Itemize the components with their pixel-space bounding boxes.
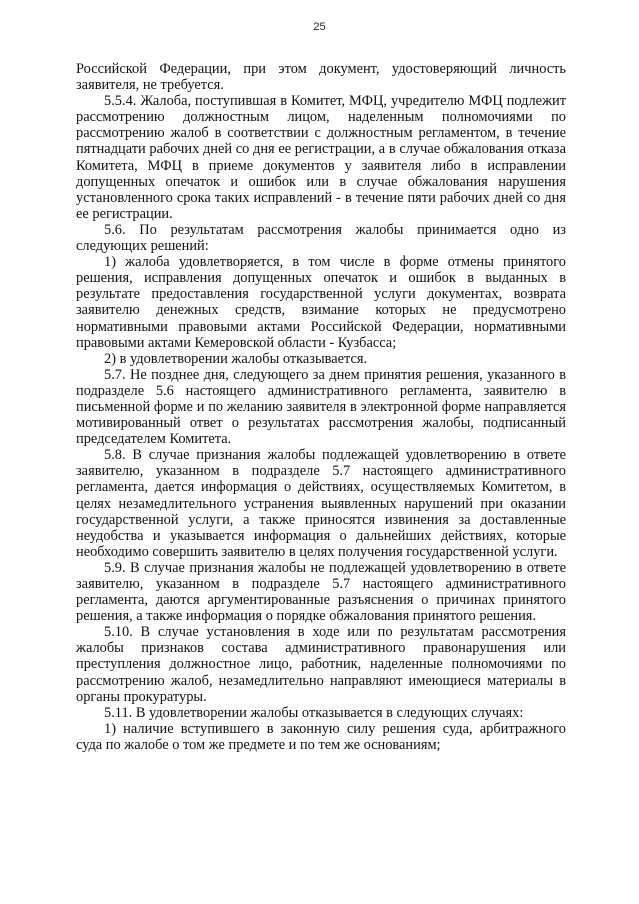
paragraph-5-7: 5.7. Не позднее дня, следующего за днем принятия решения, указанного в подразделе 5.6 настоящего административного регламента, заявителю в письменной форме и по желанию заявителя в электронной форме направляется мотивированный ответ о результатах рассмотрения жалобы, подписанный председателем Комитета.	[76, 366, 566, 448]
paragraph-5-5-4: 5.5.4. Жалоба, поступившая в Комитет, МФЦ, учредителю МФЦ подлежит рассмотрению должностным лицом, наделенным полномочиями по рассмотрению жалоб в соответствии с должностным регламентом, в течение пятнадцати рабочих дней со дня ее регистрации, а в случае обжалования отказа Комитета, МФЦ в приеме документов у заявителя либо в исправлении допущенных опечаток и ошибок или в случае обжалования нарушения установленного срока таких исправлений - в течение пяти рабочих дней со дня ее регистрации.	[76, 93, 566, 222]
paragraph-5-8: 5.8. В случае признания жалобы подлежащей удовлетворению в ответе заявителю, указанном в подразделе 5.7 настоящего административного регламента, дается информация о действиях, осуществляемых Комитетом, в целях незамедлительного устранения выявленных нарушений при оказании государственной услуги, а также приносятся извинения за доставленные неудобства и указывается информация о дальнейших действиях, которые необходимо совершить заявителю в целях получения государственной услуги.	[76, 447, 566, 560]
paragraph-5-11: 5.11. В удовлетворении жалобы отказывается в следующих случаях:	[104, 704, 524, 721]
paragraph-5-6: 5.6. По результатам рассмотрения жалобы принимается одно из следующих решений:	[76, 221, 566, 255]
page-number: 25	[313, 21, 326, 33]
document-body	[76, 61, 566, 753]
paragraph-5-10: 5.10. В случае установления в ходе или по результатам рассмотрения жалобы признаков состава административного правонарушения или преступления должностное лицо, работник, наделенные полномочиями по рассмотрению жалоб, незамедлительно направляют имеющиеся материалы в органы прокуратуры.	[76, 624, 566, 705]
paragraph-5-11-item-1: 1) наличие вступившего в законную силу решения суда, арбитражного суда по жалобе о том же предмете и по тем же основаниям;	[76, 720, 566, 753]
paragraph-5-6-item-2: 2) в удовлетворении жалобы отказывается.	[104, 350, 368, 367]
paragraph-5-9: 5.9. В случае признания жалобы не подлежащей удовлетворению в ответе заявителю, указанном в подразделе 5.7 настоящего административного регламента, даются аргументированные разъяснения о причинах принятого решения, а также информация о порядке обжалования принятого решения.	[76, 559, 566, 625]
paragraph-5-6-item-1: 1) жалоба удовлетворяется, в том числе в форме отмены принятого решения, исправления допущенных опечаток и ошибок в выданных в результате предоставления государственной услуги документах, возврата заявителю денежных средств, взимание которых не предусмотрено нормативными правовыми актами Российской Федерации, нормативными правовыми актами Кемеровской области - Кузбасса;	[76, 254, 566, 351]
paragraph-continuation: Российской Федерации, при этом документ, удостоверяющий личность заявителя, не требуется.	[76, 61, 566, 94]
